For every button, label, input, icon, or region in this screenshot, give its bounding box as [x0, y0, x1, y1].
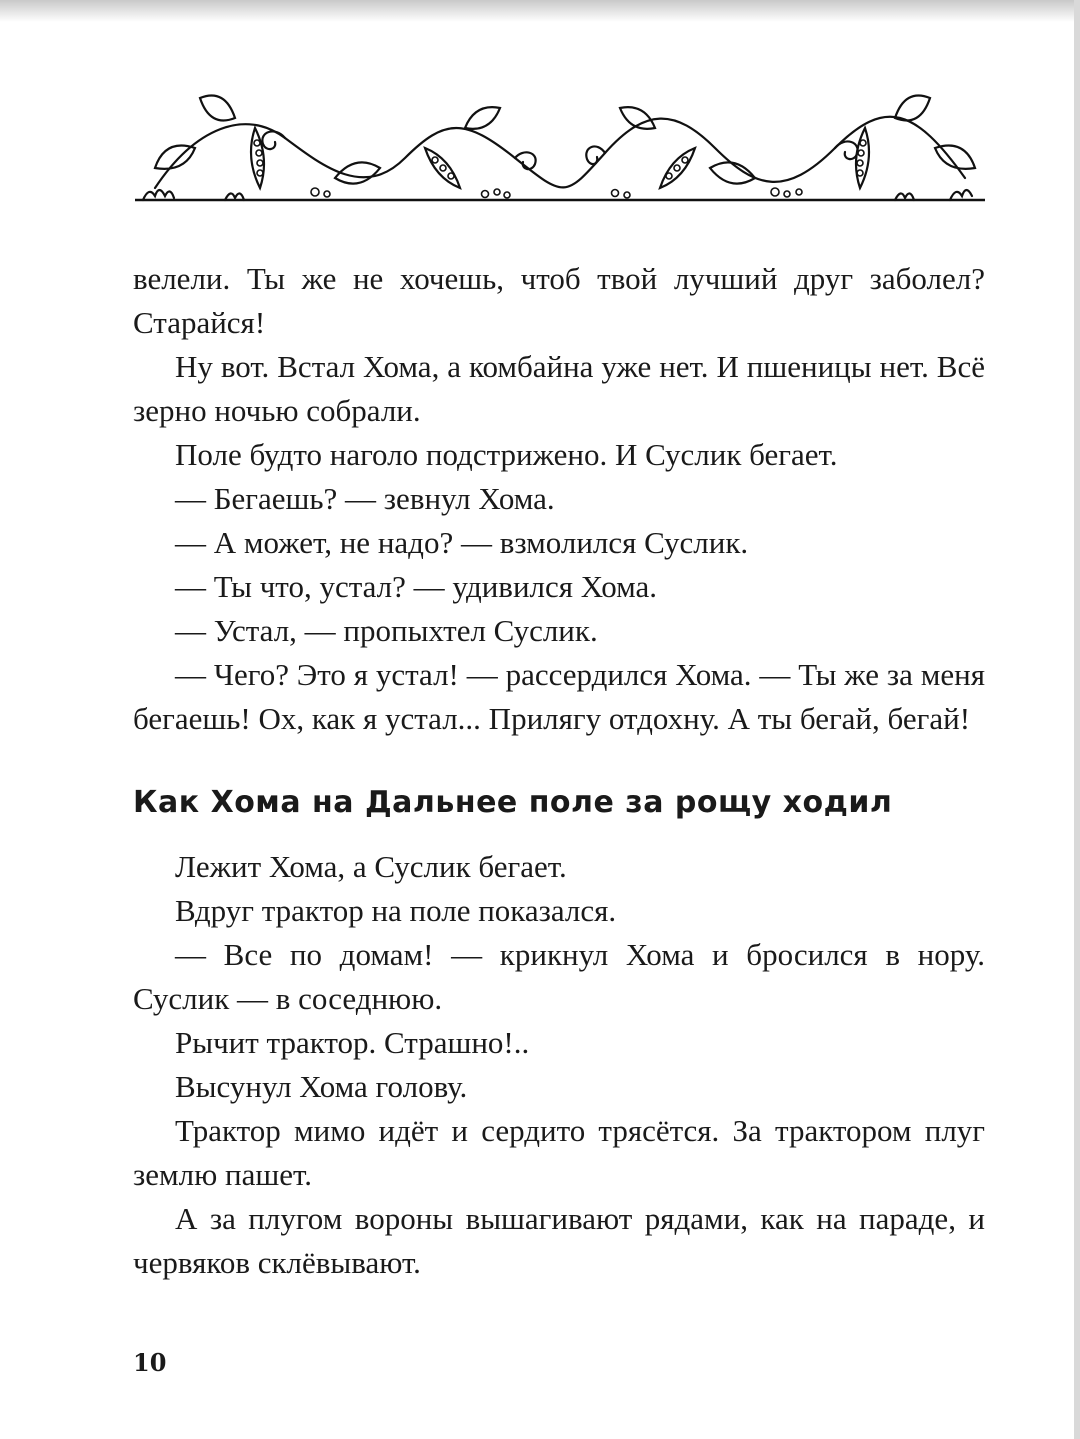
page-edge-shadow — [0, 0, 1080, 22]
chapter-title: Как Хома на Дальнее поле за рощу ходил — [133, 785, 893, 820]
paragraph: Лежит Хома, а Суслик бегает. — [175, 849, 567, 884]
paragraph: Вдруг трактор на поле показался. — [175, 893, 617, 928]
paragraph: Поле будто наголо подстрижено. И Суслик бегает. — [175, 437, 838, 472]
pea-vine-ornament-icon — [135, 88, 985, 218]
dialogue-line: — Ты что, устал? — удивился Хома. — [175, 569, 658, 604]
dialogue-line: — Устал, — пропыхтел Суслик. — [175, 613, 598, 648]
page-number: 10 — [133, 1348, 167, 1377]
dialogue-line: — А может, не надо? — взмолился Суслик. — [175, 525, 749, 560]
paragraph: велели. Ты же не хочешь, чтоб твой лучший друг заболел? Старайся! — [133, 261, 985, 340]
paragraph: Высунул Хома голову. — [175, 1069, 468, 1104]
paragraph: Трактор мимо идёт и сердито трясётся. За трактором плуг землю пашет. — [133, 1113, 985, 1192]
paragraph: А за плугом вороны вышагивают рядами, как на параде, и червяков склёвывают. — [133, 1201, 985, 1280]
page-edge-right — [1074, 0, 1080, 1439]
paragraph: Рычит трактор. Страшно!.. — [175, 1025, 530, 1060]
dialogue-line: — Бегаешь? — зевнул Хома. — [175, 481, 555, 516]
page-text — [133, 257, 985, 1285]
dialogue-line: — Все по домам! — крикнул Хома и бросился в нору. Суслик — в соседнюю. — [133, 937, 985, 1016]
dialogue-line: — Чего? Это я устал! — рассердился Хома. — Ты же за меня бегаешь! Ох, как я устал... Прилягу отдохну. А ты бегай, бегай! — [133, 657, 985, 736]
paragraph: Ну вот. Встал Хома, а комбайна уже нет. И пшеницы нет. Всё зерно ночью собрали. — [133, 349, 985, 428]
